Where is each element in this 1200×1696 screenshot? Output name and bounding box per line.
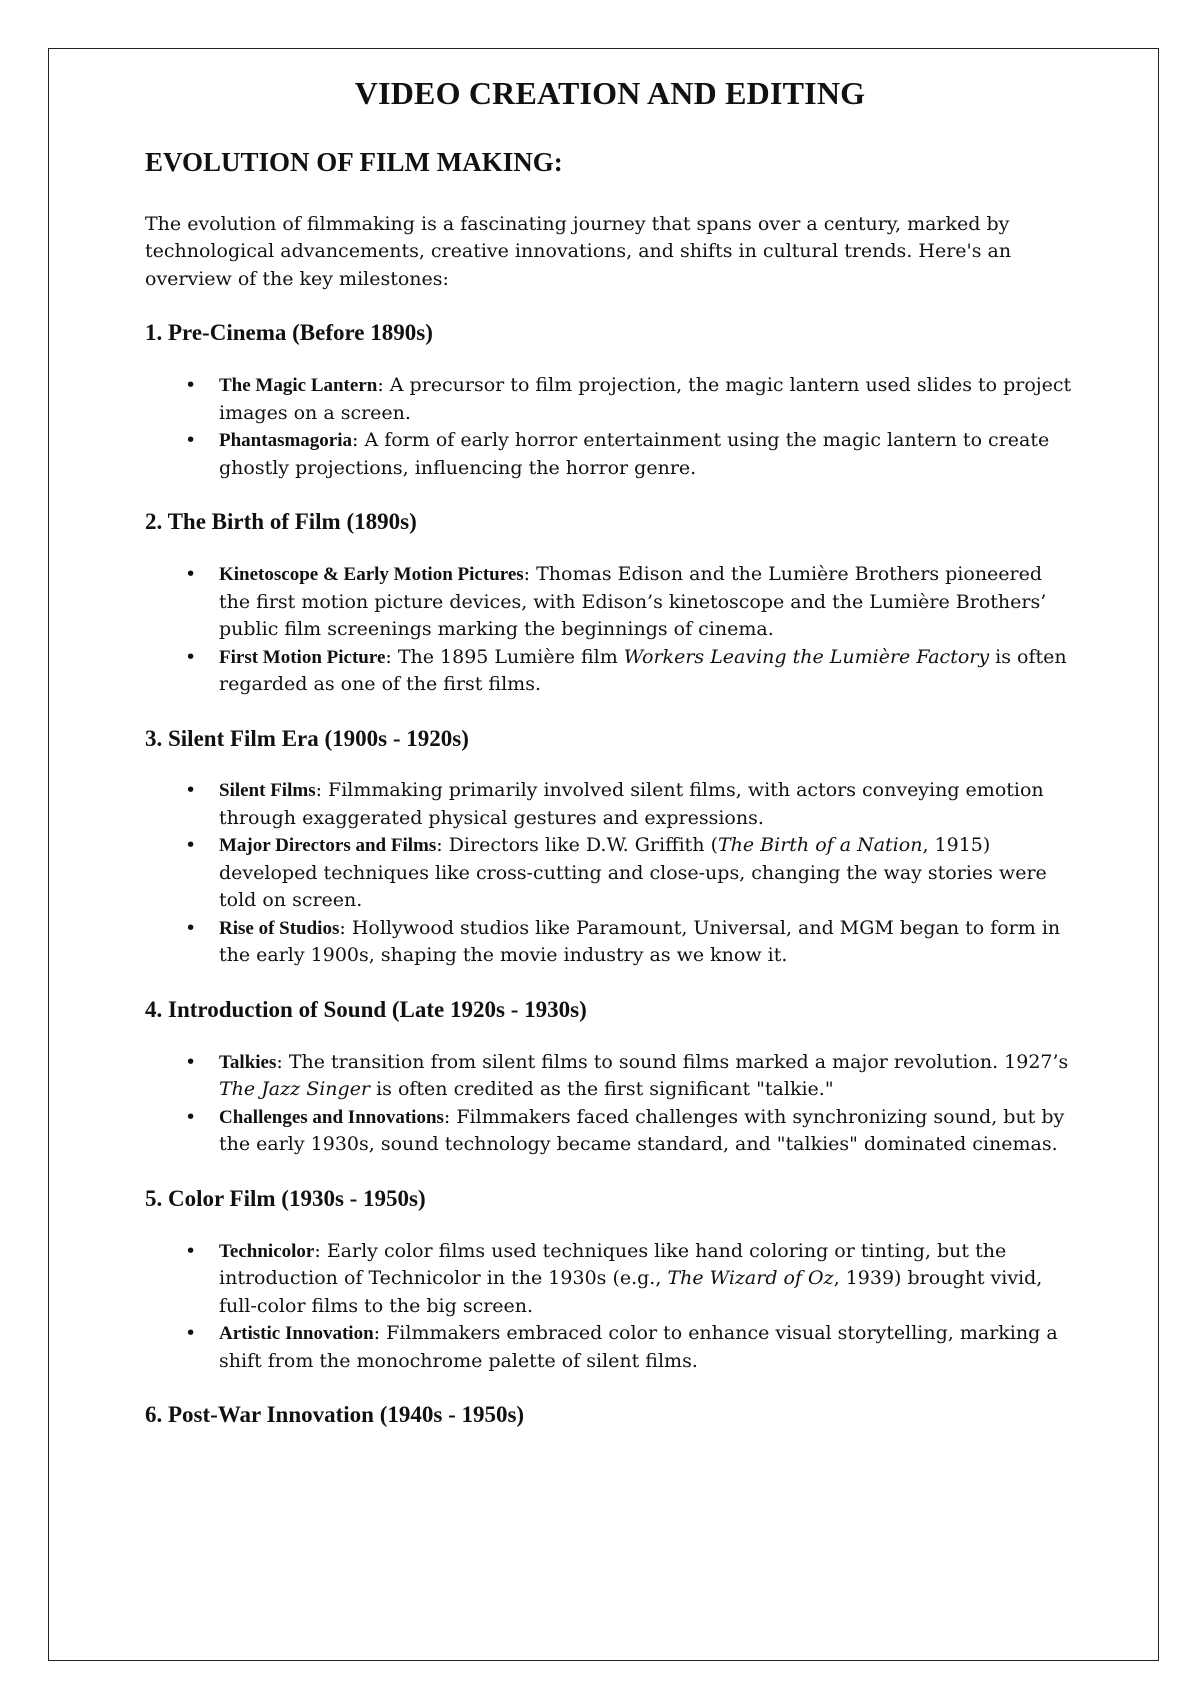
section-heading: 5. Color Film (1930s - 1950s) — [145, 1185, 426, 1211]
item-term: Major Directors and Films — [219, 835, 437, 857]
item-text: Directors like D.W. Griffith ( — [448, 834, 718, 857]
document-title: VIDEO CREATION AND EDITING — [354, 75, 866, 111]
bullet-list — [145, 1049, 1075, 1159]
item-separator: : — [315, 779, 329, 802]
bullet-icon: • — [185, 1239, 197, 1262]
bullet-icon: • — [185, 563, 197, 586]
bullet-list — [145, 777, 1075, 970]
list-item — [145, 644, 1075, 699]
list-item — [145, 427, 1075, 482]
item-separator: : — [443, 1105, 457, 1128]
item-text: Filmmakers faced challenges with synchronizing sound, but by the early 1930s, sound technology became standard, and "talkies" dominated cinemas. — [219, 1105, 1065, 1156]
item-text: A form of early horror entertainment using the magic lantern to create ghostly projections, influencing the horror genre. — [219, 429, 1050, 479]
list-item — [145, 561, 1075, 644]
item-separator: : — [436, 834, 449, 857]
list-item — [145, 1049, 1075, 1104]
item-italic-title: The Jazz Singer — [219, 1078, 371, 1101]
item-text-continued: , 1915) developed techniques like cross-cutting and close-ups, changing the way stories were told on screen. — [219, 834, 1047, 912]
intro-paragraph: The evolution of filmmaking is a fascinating journey that spans over a century, marked by technological advancements, creative innovations, and shifts in cultural trends. Here's an overview of the key milestones: — [145, 212, 1012, 290]
item-term: Artistic Innovation — [219, 1323, 374, 1345]
list-item — [145, 915, 1075, 970]
item-term: Technicolor — [219, 1240, 315, 1262]
bullet-icon: • — [185, 779, 197, 802]
item-italic-title: The Wizard of Oz — [667, 1267, 834, 1290]
item-separator: : — [314, 1239, 327, 1262]
item-text: Filmmakers embraced color to enhance visual storytelling, marking a shift from the monochrome palette of silent films. — [219, 1322, 1058, 1372]
list-item — [145, 372, 1075, 427]
item-text: Thomas Edison and the Lumière Brothers pioneered the first motion picture devices, with Edison’s kinetoscope and the Lumière Brothers’ public film screenings marking the beginnings of cinema. — [219, 563, 1047, 641]
item-term: Rise of Studios — [219, 917, 340, 939]
section-heading: 1. Pre-Cinema (Before 1890s) — [145, 320, 433, 346]
item-separator: : — [523, 563, 537, 586]
bullet-icon: • — [185, 1050, 197, 1073]
item-text-continued: is often credited as the first significant "talkie." — [370, 1078, 834, 1101]
bullet-icon: • — [185, 1322, 197, 1345]
item-text: A precursor to film projection, the magic lantern used slides to project images on a screen. — [219, 374, 1072, 424]
list-item — [145, 1320, 1075, 1375]
bullet-icon: • — [185, 1105, 197, 1128]
list-item — [145, 777, 1075, 832]
bullet-icon: • — [185, 645, 197, 668]
item-separator: : — [385, 645, 398, 668]
section-heading: 6. Post-War Innovation (1940s - 1950s) — [145, 1402, 525, 1428]
item-term: The Magic Lantern — [219, 375, 378, 397]
item-italic-title: The Birth of a Nation — [717, 834, 923, 857]
item-separator: : — [352, 429, 365, 452]
item-term: Talkies — [219, 1051, 277, 1073]
sections-container — [145, 318, 1075, 1430]
item-separator: : — [339, 916, 352, 939]
bullet-icon: • — [185, 374, 197, 397]
section-heading: 2. The Birth of Film (1890s) — [145, 509, 417, 535]
item-term: First Motion Picture — [219, 646, 386, 668]
list-item — [145, 832, 1075, 915]
bullet-icon: • — [185, 429, 197, 452]
document-subtitle: EVOLUTION OF FILM MAKING: — [145, 147, 563, 178]
list-item — [145, 1104, 1075, 1159]
item-term: Phantasmagoria — [219, 430, 352, 452]
item-text: Hollywood studios like Paramount, Universal, and MGM began to form in the early 1900s, shaping the movie industry as we know it. — [219, 916, 1061, 967]
item-text: The 1895 Lumière film — [397, 645, 624, 668]
item-text-continued: , 1939) brought vivid, full-color films to the big screen. — [219, 1267, 1043, 1317]
item-text-continued: is often regarded as one of the first films. — [219, 645, 1067, 696]
section-heading: 4. Introduction of Sound (Late 1920s - 1930s) — [145, 996, 587, 1022]
item-term: Challenges and Innovations — [219, 1106, 444, 1128]
item-term: Kinetoscope & Early Motion Pictures — [219, 564, 524, 586]
item-text: Filmmaking primarily involved silent films, with actors conveying emotion through exaggerated physical gestures and expressions. — [219, 779, 1044, 829]
section-heading: 3. Silent Film Era (1900s - 1920s) — [145, 725, 469, 751]
bullet-icon: • — [185, 834, 197, 857]
bullet-list — [145, 372, 1075, 482]
bullet-list — [145, 1238, 1075, 1376]
bullet-icon: • — [185, 916, 197, 939]
document-body — [145, 70, 1075, 1430]
bullet-list — [145, 561, 1075, 699]
item-separator: : — [276, 1050, 289, 1073]
list-item — [145, 1238, 1075, 1321]
item-separator: : — [373, 1322, 387, 1345]
item-separator: : — [377, 374, 390, 397]
item-text: Early color films used techniques like hand coloring or tinting, but the introduction of Technicolor in the 1930s (e.g., — [219, 1239, 1007, 1290]
item-text: The transition from silent films to sound films marked a major revolution. 1927’s — [288, 1050, 1069, 1073]
item-term: Silent Films — [219, 780, 316, 802]
item-italic-title: Workers Leaving the Lumière Factory — [623, 645, 990, 668]
